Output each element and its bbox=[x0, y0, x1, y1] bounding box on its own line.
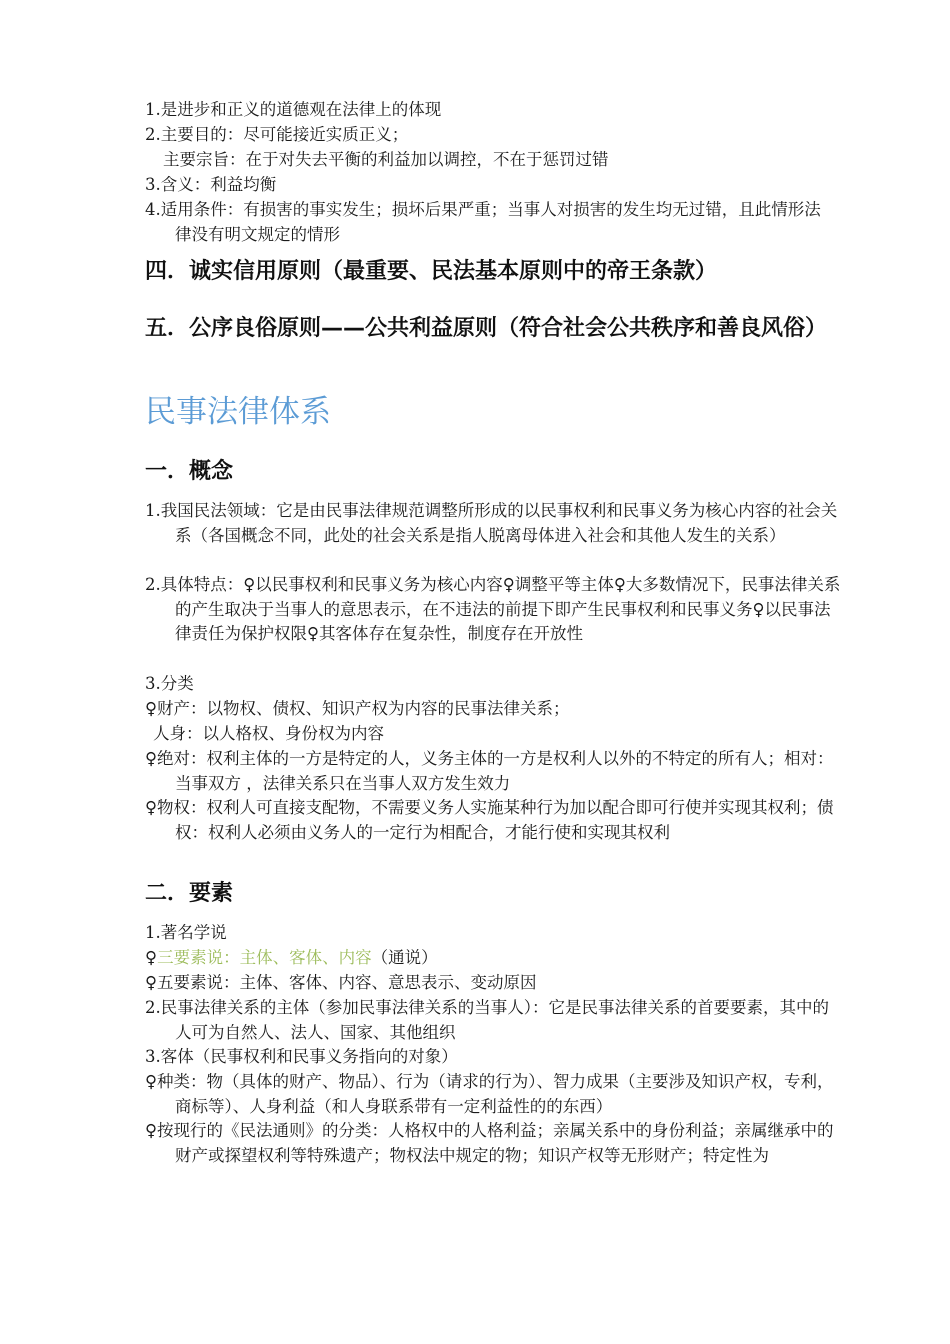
paragraph: ♀五要素说：主体、客体、内容、意思表示、变动原因 bbox=[145, 973, 537, 992]
paragraph: 主要宗旨：在于对失去平衡的利益加以调控，不在于惩罚过错 bbox=[163, 150, 609, 169]
paragraph: ♀物权：权利人可直接支配物，不需要义务人实施某种行为加以配合即可行使并实现其权利；债权：权利人必须由义务人的一定行为相配合，才能行使和实现其权利 bbox=[145, 798, 834, 842]
paragraph: 3.分类 bbox=[145, 674, 194, 693]
paragraph: ♀按现行的《民法通则》的分类：人格权中的人格利益；亲属关系中的身份利益；亲属继承中的财产或探望权利等特殊遗产；物权法中规定的物；知识产权等无形财产；特定性为 bbox=[145, 1121, 834, 1165]
paragraph: 3.含义：利益均衡 bbox=[145, 175, 277, 194]
paragraph: ♀财产：以物权、债权、知识产权为内容的民事法律关系； bbox=[145, 699, 570, 718]
paragraph bbox=[145, 946, 438, 971]
paragraph: 3.客体（民事权利和民事义务指向的对象） bbox=[145, 1047, 458, 1066]
heading-4: 四．诚实信用原则（最重要、民法基本原则中的帝王条款） bbox=[145, 259, 718, 284]
subheading-elements: 二．要素 bbox=[145, 881, 234, 906]
paragraph: ♀绝对：权利主体的一方是特定的人，义务主体的一方是权利人以外的不特定的所有人；相对：当事双方 ，法律关系只在当事人双方发生效力 bbox=[145, 749, 834, 793]
paragraph: 2.主要目的：尽可能接近实质正义； bbox=[145, 125, 409, 144]
paragraph: 2.民事法律关系的主体（参加民事法律关系的当事人）：它是民事法律关系的首要要素，其中的人可为自然人、法人、国家、其他组织 bbox=[145, 998, 829, 1042]
paragraph: 人身：以人格权、身份权为内容 bbox=[153, 724, 384, 743]
paragraph: 4.适用条件：有损害的事实发生；损坏后果严重；当事人对损害的发生均无过错，且此情形法律没有明文规定的情形 bbox=[145, 200, 821, 244]
paragraph: ♀种类：物（具体的财产、物品）、行为（请求的行为）、智力成果（主要涉及知识产权，专利，商标等）、人身利益（和人身联系带有一定利益性的的东西） bbox=[145, 1072, 834, 1116]
text: （通说） bbox=[371, 948, 438, 967]
heading-5: 五．公序良俗原则——公共利益原则（符合社会公共秩序和善良风俗） bbox=[145, 316, 828, 341]
paragraph: 2.具体特点：♀以民事权利和民事义务为核心内容♀调整平等主体♀大多数情况下，民事法律关系的产生取决于当事人的意思表示，在不违法的前提下即产生民事权利和民事义务♀以民事法律责任为保护权限♀其客体存在复杂性，制度存在开放性 bbox=[145, 575, 841, 644]
highlighted-text: 三要素说：主体、客体、内容 bbox=[157, 948, 372, 967]
paragraph: 1.著名学说 bbox=[145, 923, 227, 942]
subheading-concept: 一．概念 bbox=[145, 459, 234, 484]
section-title: 民事法律体系 bbox=[145, 394, 331, 430]
paragraph: 1.是进步和正义的道德观在法律上的体现 bbox=[145, 100, 442, 119]
paragraph: 1.我国民法领域：它是由民事法律规范调整所形成的以民事权利和民事义务为核心内容的社会关系（各国概念不同，此处的社会关系是指人脱离母体进入社会和其他人发生的关系） bbox=[145, 501, 838, 545]
bullet-symbol: ♀ bbox=[145, 948, 158, 967]
